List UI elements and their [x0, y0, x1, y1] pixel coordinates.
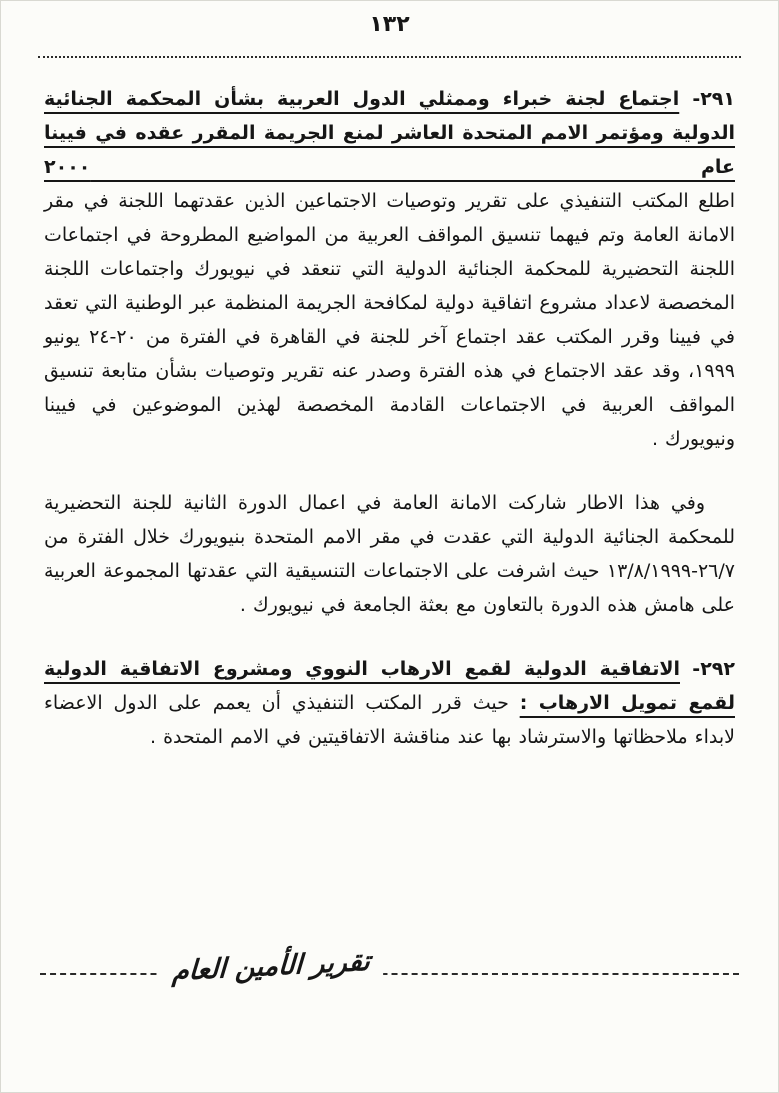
paragraph-292-marker: ٢٩٢- [692, 658, 735, 680]
paragraph-292-title: الاتفاقية الدولية لقمع الارهاب النووي ومشروع الاتفاقية الدولية لقمع تمويل الارهاب : [44, 658, 735, 714]
paragraph-292-body: حيث قرر المكتب التنفيذي أن يعمم على الدول الاعضاء لابداء ملاحظاتها والاسترشاد بها عند مناقشة الاتفاقيتين في الامم المتحدة . [44, 692, 735, 748]
paragraph-291-marker: ٢٩١- [692, 88, 735, 110]
signature-text: تقرير الأمين العام [157, 939, 385, 994]
page-footer [40, 945, 739, 1005]
document-content [44, 82, 735, 754]
paragraph-291-title: اجتماع لجنة خبراء وممثلي الدول العربية بشأن المحكمة الجنائية الدولية ومؤتمر الامم المتحدة العاشر لمنع الجريمة المقرر عقده في فيينا عام ٢٠٠٠ [44, 88, 735, 178]
top-divider [38, 56, 741, 58]
paragraph-291-body: اطلع المكتب التنفيذي على تقرير وتوصيات الاجتماعين الذين عقدتهما اللجنة في مقر الامانة العامة وتم فيهما تنسيق المواقف العربية من المواضيع المطروحة في اجتماعات اللجنة التحضيرية للمحكمة الجنائية الدولية التي تنعقد في نيويورك واجتماعات اللجنة المخصصة لاعداد مشروع اتفاقية دولية لمكافحة الجريمة المنظمة عبر الوطنية التي تعقد في فيينا وقرر المكتب عقد اجتماع آخر للجنة في القاهرة في الفترة من ٢٠-٢٤ يونيو ١٩٩٩، وقد عقد الاجتماع في هذه الفترة وصدر عنه تقرير وتوصيات بشأن متابعة تنسيق المواقف العربية في الاجتماعات القادمة المخصصة لهذين الموضوعين في فيينا ونيويورك . [44, 190, 735, 450]
paragraph-291-heading [44, 82, 735, 184]
footer-divider [40, 973, 739, 975]
page-number: ١٣٢ [369, 12, 410, 37]
paragraph-292 [44, 652, 735, 754]
paragraph-followup-body: وفي هذا الاطار شاركت الامانة العامة في اعمال الدورة الثانية للجنة التحضيرية للمحكمة الجنائية الدولية التي عقدت في مقر الامم المتحدة بنيويورك خلال الفترة من ٢٦/٧-١٣/٨/١٩٩٩ حيث اشرفت على الاجتماعات التنسيقية التي عقدتها المجموعة العربية على هامش هذه الدورة بالتعاون مع بعثة الجامعة في نيويورك . [44, 492, 735, 616]
